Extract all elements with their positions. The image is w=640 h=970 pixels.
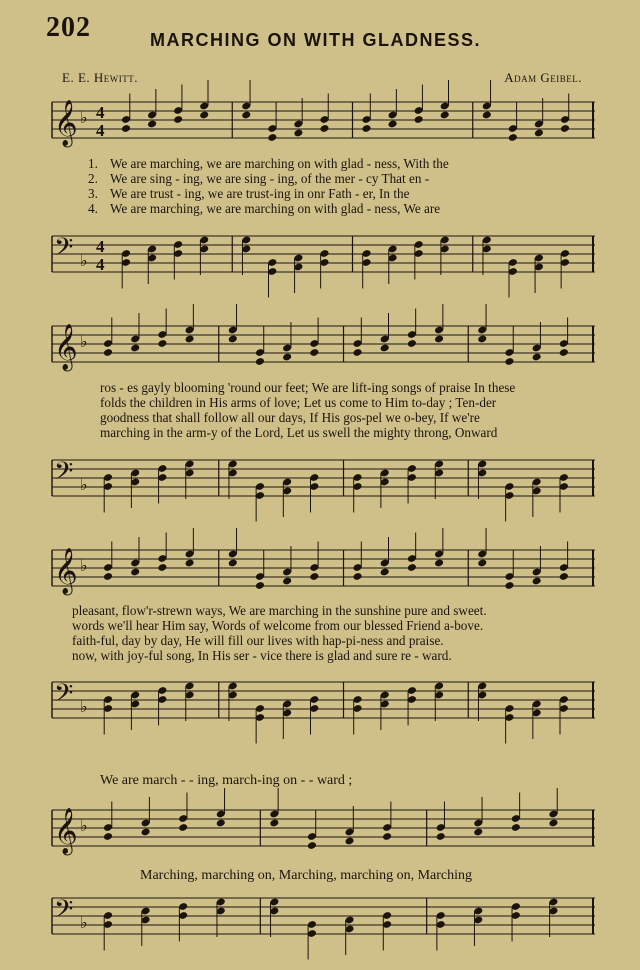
treble-clef-icon: 𝄞 <box>54 808 78 854</box>
note-head <box>504 357 514 366</box>
note-head <box>532 577 542 586</box>
lyric-line <box>100 410 610 425</box>
bass-clef-icon: 𝄢 <box>54 895 74 930</box>
lyric-line <box>100 425 610 440</box>
note-head <box>559 348 569 357</box>
lyric-text: marching in the arm-y of the Lord, Let us swell the mighty throng, Onward <box>100 425 498 440</box>
lyric-line <box>88 156 598 171</box>
flat-icon: ♭ <box>80 556 88 575</box>
bass-clef-icon: 𝄢 <box>54 679 74 714</box>
note-head <box>282 353 292 362</box>
time-signature-numerator: 4 <box>96 237 105 256</box>
note-head <box>319 124 329 133</box>
lyric-line <box>100 395 610 410</box>
lyric-text: faith-ful, day by day, He will fill our lives with hap-pi-ness and praise. <box>72 633 444 648</box>
verse-lyrics-system-1 <box>88 156 598 216</box>
note-head <box>103 348 113 357</box>
bass-staff-system-3 <box>40 672 600 744</box>
composer-credit: Adam Geibel. <box>504 70 582 85</box>
time-signature-denominator: 4 <box>96 121 105 140</box>
note-head <box>352 572 362 581</box>
note-head <box>199 111 209 120</box>
note-head <box>548 819 558 828</box>
hymn-title: MARCHING ON WITH GLADNESS. <box>150 30 481 50</box>
verse-number: 1. <box>88 156 98 171</box>
note-head <box>414 115 424 124</box>
note-head <box>380 568 390 577</box>
note-head <box>511 823 521 832</box>
treble-clef-icon: 𝄞 <box>54 548 78 594</box>
note-head <box>121 124 131 133</box>
note-head <box>269 819 279 828</box>
treble-staff-system-2 <box>40 316 600 388</box>
treble-staff-system-3 <box>40 540 600 612</box>
note-head <box>130 568 140 577</box>
note-head <box>255 357 265 366</box>
lyric-line <box>72 633 582 648</box>
note-head <box>141 828 151 837</box>
lyric-text: We are marching, we are marching on with glad - ness, We are <box>110 201 441 216</box>
note-head <box>534 129 544 138</box>
note-head <box>477 335 487 344</box>
note-head <box>103 832 113 841</box>
treble-clef-icon: 𝄞 <box>54 100 78 146</box>
bass-clef-icon: 𝄢 <box>54 233 74 268</box>
verse-number: 3. <box>88 186 98 201</box>
note-head <box>309 572 319 581</box>
lyric-text: goodness that shall follow all our days, If His gos-pel we o-bey, If we're <box>100 410 480 425</box>
note-head <box>228 335 238 344</box>
note-head <box>185 559 195 568</box>
note-head <box>147 120 157 129</box>
lyric-text: now, with joy-ful song, In His ser - vice there is glad and sure re - ward. <box>72 648 452 663</box>
note-head <box>228 559 238 568</box>
note-head <box>173 115 183 124</box>
flat-icon: ♭ <box>80 332 88 351</box>
lyric-text: We are trust - ing, we are trust-ing in onr Fath - er, In the <box>110 186 410 201</box>
note-head <box>216 819 226 828</box>
note-head <box>434 335 444 344</box>
treble-staff-chorus <box>40 800 600 872</box>
treble-staff-system-1 <box>40 92 600 164</box>
flat-icon: ♭ <box>80 108 88 127</box>
note-head <box>267 133 277 142</box>
note-head <box>185 335 195 344</box>
lyric-line <box>72 603 582 618</box>
note-head <box>532 353 542 362</box>
flat-icon: ♭ <box>80 697 88 716</box>
note-head <box>241 111 251 120</box>
note-head <box>504 581 514 590</box>
note-head <box>130 344 140 353</box>
bass-staff-chorus <box>40 888 600 960</box>
lyric-text: pleasant, flow'r-strewn ways, We are marching in the sunshine pure and sweet. <box>72 603 487 618</box>
lyric-text: We are marching, we are marching on with glad - ness, With the <box>110 156 449 171</box>
note-head <box>344 837 354 846</box>
chorus-lower-lyrics: Marching, marching on, Marching, marching on, Marching <box>140 868 473 883</box>
lyric-text: words we'll hear Him say, Words of welcome from our blessed Friend a-bove. <box>72 618 484 633</box>
note-head <box>559 572 569 581</box>
note-head <box>293 129 303 138</box>
verse-number: 2. <box>88 171 98 186</box>
flat-icon: ♭ <box>80 251 88 270</box>
lyric-line <box>88 186 598 201</box>
page-number: 202 <box>46 12 91 43</box>
lyric-text: We are sing - ing, we are sing - ing, of the mer - cy That en - <box>110 171 430 186</box>
note-head <box>482 111 492 120</box>
flat-icon: ♭ <box>80 475 88 494</box>
note-head <box>473 828 483 837</box>
note-head <box>361 124 371 133</box>
chorus-upper-lyrics: We are march - - ing, march-ing on - - ward ; <box>100 773 353 788</box>
lyric-line <box>72 618 582 633</box>
note-head <box>157 339 167 348</box>
lyricist-credit: E. E. Hewitt. <box>62 70 139 85</box>
note-head <box>282 577 292 586</box>
lyric-line <box>100 380 610 395</box>
lyric-line <box>88 201 598 216</box>
note-head <box>255 581 265 590</box>
note-head <box>508 133 518 142</box>
note-head <box>157 563 167 572</box>
verse-lyrics-system-3 <box>72 603 582 663</box>
flat-icon: ♭ <box>80 816 88 835</box>
verse-number: 4. <box>88 201 98 216</box>
note-head <box>309 348 319 357</box>
note-head <box>307 841 317 850</box>
bass-clef-icon: 𝄢 <box>54 457 74 492</box>
flat-icon: ♭ <box>80 913 88 932</box>
bass-staff-system-1 <box>40 226 600 298</box>
bass-staff-system-2 <box>40 450 600 522</box>
note-head <box>477 559 487 568</box>
lyric-text: ros - es gayly blooming 'round our feet; We are lift-ing songs of praise In these <box>100 380 516 395</box>
note-head <box>352 348 362 357</box>
time-signature-numerator: 4 <box>96 103 105 122</box>
time-signature-denominator: 4 <box>96 255 105 274</box>
lyric-line <box>88 171 598 186</box>
note-head <box>560 124 570 133</box>
note-head <box>407 339 417 348</box>
note-head <box>440 111 450 120</box>
lyric-line <box>72 648 582 663</box>
treble-clef-icon: 𝄞 <box>54 324 78 370</box>
note-head <box>407 563 417 572</box>
lyric-text: folds the children in His arms of love; Let us come to Him to-day ; Ten-der <box>100 395 497 410</box>
note-head <box>103 572 113 581</box>
verse-lyrics-system-2 <box>100 380 610 440</box>
note-head <box>434 559 444 568</box>
note-head <box>382 832 392 841</box>
note-head <box>380 344 390 353</box>
note-head <box>388 120 398 129</box>
note-head <box>436 832 446 841</box>
note-head <box>178 823 188 832</box>
